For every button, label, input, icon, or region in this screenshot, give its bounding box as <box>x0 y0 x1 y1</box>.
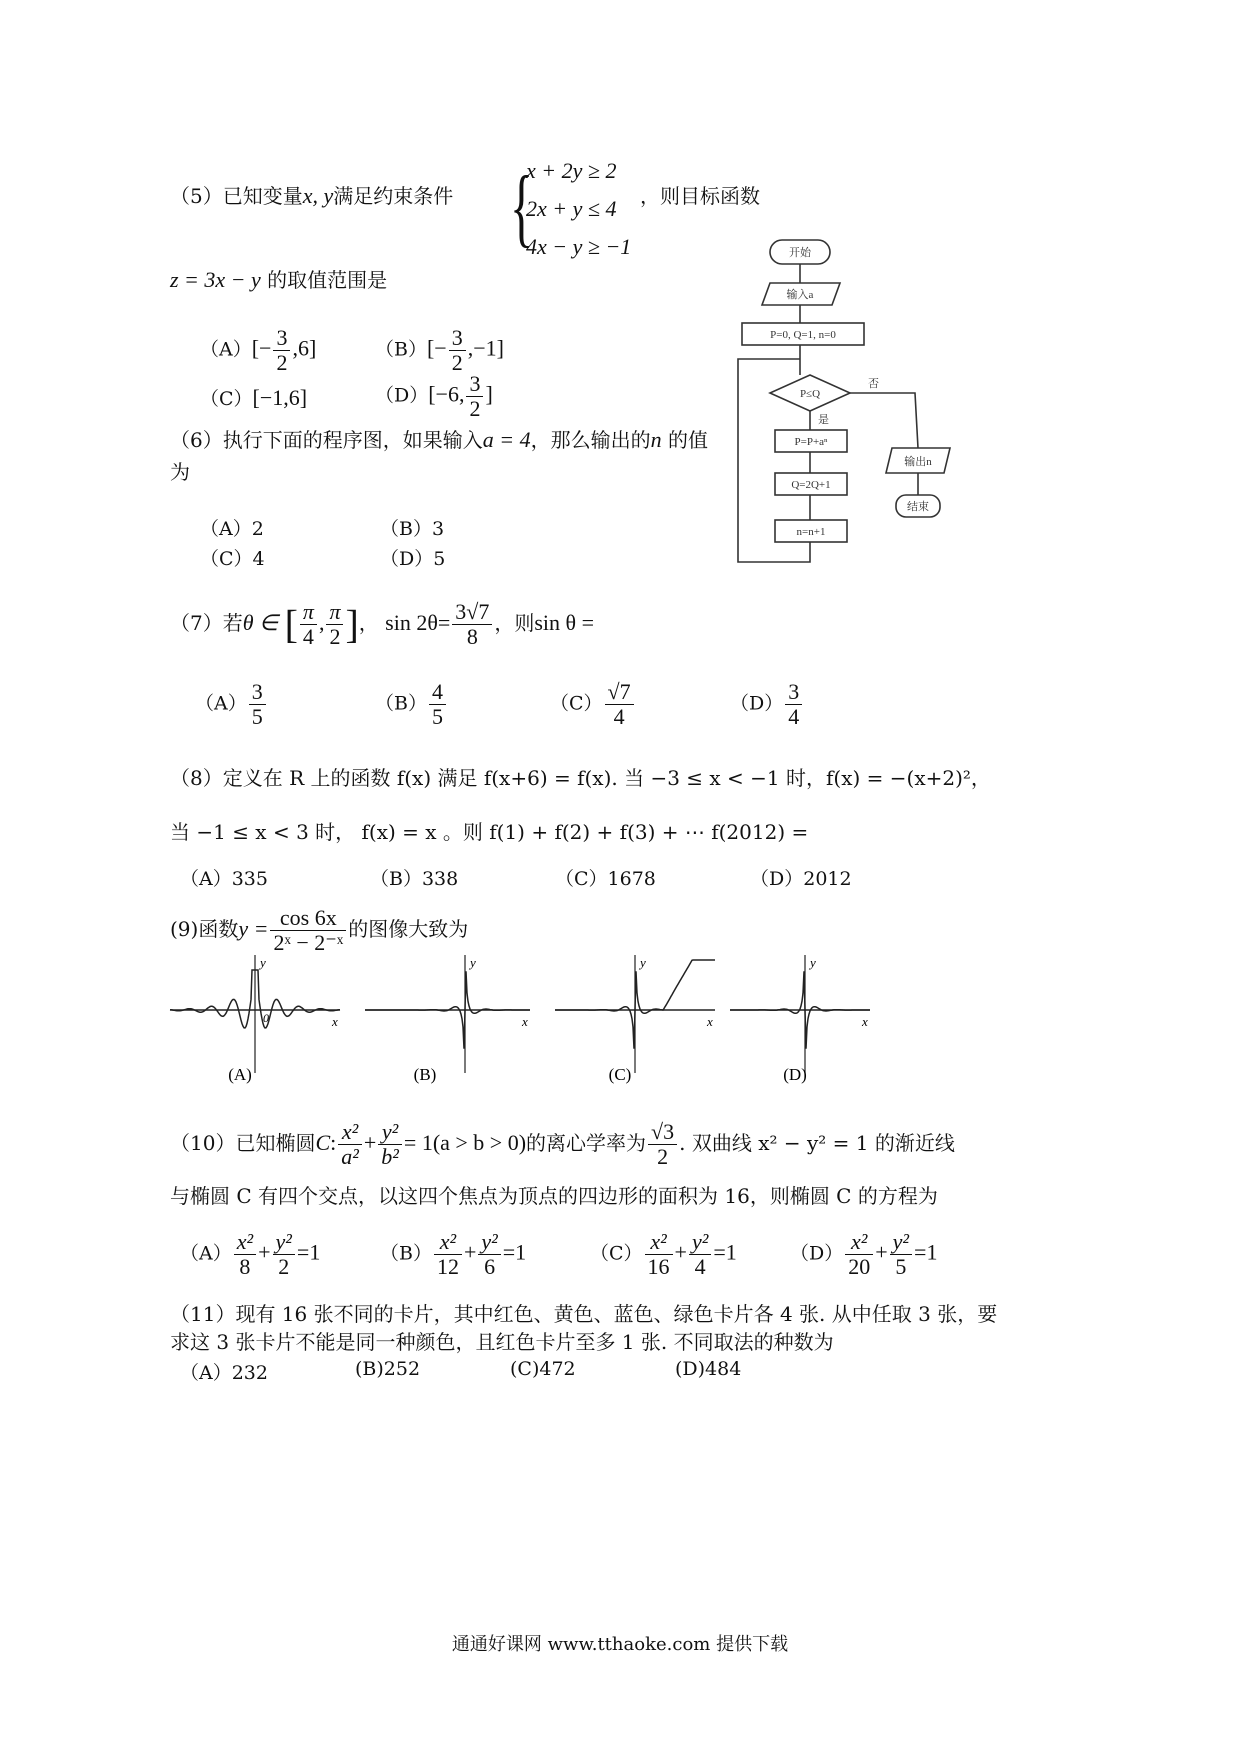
q11-option-a: （A）232 <box>180 1362 268 1384</box>
q7-option-d: （D） $\frac{3}{4}$ <box>730 680 804 729</box>
q9-graph-c <box>555 955 715 1084</box>
x-axis-label: x <box>522 1014 528 1029</box>
q9-curve <box>365 971 530 1048</box>
constraint-system: { x + 2y ≥ 2 2x + y ≤ 4 4x − y ≥ −1 <box>510 158 632 259</box>
q6-stem-line2: 为 <box>170 460 190 484</box>
q5-option-b: （B）[− $\frac{3}{2}$ ,−1] <box>375 325 504 375</box>
q11-option-d: (D)484 <box>675 1358 742 1380</box>
flow-step-p: P=P+aⁿ <box>794 436 828 448</box>
q8-option-a: （A）335 <box>180 868 268 890</box>
program-flowchart <box>730 235 960 580</box>
q9-stem: (9)函数y = $\frac{\cos 6x}{\text{2ˣ − 2⁻ˣ}}$ 的图像大致为 <box>170 905 469 955</box>
q8-stem-line1: （8）定义在 R 上的函数 f(x) 满足 f(x+6) = f(x). 当 −3 ≤ x < −1 时，f(x) = −(x+2)²， <box>170 766 991 790</box>
q8-stem-line2: 当 −1 ≤ x < 3 时， f(x) = x 。则 f(1) + f(2) + f(3) + ⋯ f(2012) = <box>170 820 809 844</box>
q9-option-label: (A) <box>228 1065 252 1084</box>
flow-yes: 是 <box>818 414 829 426</box>
q5-suffix: ，则目标函数 <box>640 184 760 208</box>
q6-option-b: （B）3 <box>380 518 445 540</box>
page-footer: 通通好课网 www.tthaoke.com 提供下载 <box>451 1634 789 1655</box>
q9-option-label: (D) <box>783 1065 807 1084</box>
flow-input: 输入a <box>786 289 814 301</box>
q5-option-c: （C）[−1,6] <box>200 385 308 410</box>
q5-option-a: （A）[− $\frac{3}{2}$ ,6] <box>200 325 317 375</box>
flow-start: 开始 <box>789 247 811 259</box>
q6-option-c: （C）4 <box>200 548 265 570</box>
flow-no: 否 <box>868 378 879 390</box>
constraint-3: 4x − y ≥ −1 <box>526 234 632 259</box>
q9-graph-b <box>365 955 530 1084</box>
q10-option-d: （D） $\frac{\text{x²}}{20}$ + $\frac{\text{y²}}{5}$ =1 <box>790 1229 938 1279</box>
flow-output: 输出n <box>904 456 932 468</box>
x-axis-label: x <box>862 1014 868 1029</box>
x-axis-label: x <box>332 1014 338 1029</box>
q5-stem: （5）已知变量x, y满足约束条件 <box>170 183 454 208</box>
q10-stem-line1: （10）已知椭圆C: $\frac{\text{x²}}{\text{a²}}$ + $\frac{\text{y²}}{\text{b²}}$ = 1(a > b > 0)的离心学率为 $\frac{√3}{2}$ . 双曲线 x² − y² = 1 的渐近线 <box>170 1119 955 1169</box>
y-axis-label: y <box>260 955 266 970</box>
q10-option-b: （B） $\frac{\text{x²}}{12}$ + $\frac{\text{y²}}{6}$ =1 <box>380 1229 527 1279</box>
constraint-2: 2x + y ≤ 4 <box>526 196 617 221</box>
y-axis-label: y <box>640 955 646 970</box>
flow-step-n: n=n+1 <box>796 526 826 538</box>
q9-graph-options <box>165 955 885 1095</box>
origin-label: 0 <box>263 1011 269 1025</box>
q7-option-a: （A） $\frac{3}{5}$ <box>195 680 268 729</box>
q10-option-c: （C） $\frac{\text{x²}}{16}$ + $\frac{\text{y²}}{4}$ =1 <box>590 1229 737 1279</box>
flow-init: P=0, Q=1, n=0 <box>770 329 836 341</box>
q5-option-d: （D）[−6, $\frac{3}{2}$ ] <box>375 371 493 421</box>
q6-option-a: （A）2 <box>200 518 264 540</box>
q6-option-d: （D）5 <box>380 548 446 570</box>
q9-option-label: (B) <box>413 1065 437 1084</box>
flow-end: 结束 <box>907 501 929 513</box>
q9-curve <box>730 971 870 1048</box>
y-axis-label: y <box>810 955 816 970</box>
q10-option-a: （A） $\frac{\text{x²}}{8}$ + $\frac{\text{y²}}{2}$ =1 <box>180 1229 321 1279</box>
q6-stem: （6）执行下面的程序图，如果输入a = 4，那么输出的n 的值 <box>170 427 708 452</box>
q8-option-d: （D）2012 <box>750 868 852 890</box>
q8-option-c: （C）1678 <box>555 868 656 890</box>
q11-stem-line2: 求这 3 张卡片不能是同一种颜色，且红色卡片至多 1 张. 不同取法的种数为 <box>170 1330 834 1354</box>
q5-objective: z = 3x − y 的取值范围是 <box>170 267 388 292</box>
q11-option-c: (C)472 <box>510 1358 576 1380</box>
q9-graph-a <box>170 955 340 1084</box>
q7-option-c: （C） $\frac{√7}{4}$ <box>550 680 636 729</box>
x-axis-label: x <box>707 1014 713 1029</box>
flow-step-q: Q=2Q+1 <box>791 479 831 491</box>
q11-stem-line1: （11）现有 16 张不同的卡片，其中红色、黄色、蓝色、绿色卡片各 4 张. 从中任取 3 张，要 <box>170 1302 998 1326</box>
y-axis-label: y <box>470 955 476 970</box>
q7-stem: （7）若θ ∈ [ $\frac{\pi}{4}$ , $\frac{\pi}{2}$ ]， sin 2θ= $\frac{3√7}{8}$ ，则sin θ = <box>170 599 594 649</box>
q7-option-b: （B） $\frac{4}{5}$ <box>375 680 448 729</box>
q10-stem-line2: 与椭圆 C 有四个交点，以这四个焦点为顶点的四边形的面积为 16，则椭圆 C 的方程为 <box>170 1184 938 1208</box>
q11-option-b: (B)252 <box>355 1358 421 1380</box>
q8-option-b: （B）338 <box>370 868 459 890</box>
flow-condition: P≤Q <box>799 388 821 400</box>
q9-option-label: (C) <box>608 1065 632 1084</box>
constraint-1: x + 2y ≥ 2 <box>526 158 617 183</box>
q9-graph-d <box>730 955 870 1084</box>
